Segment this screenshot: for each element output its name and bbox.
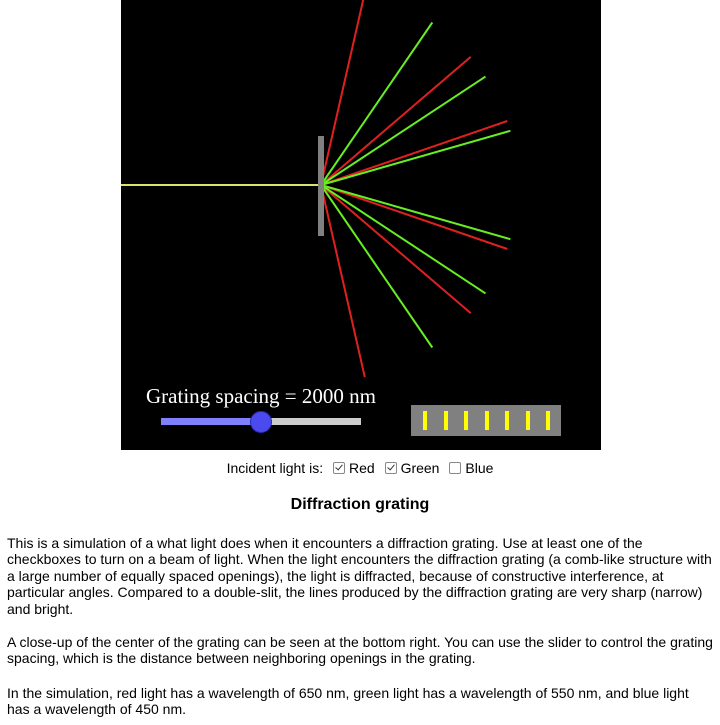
page-title: Diffraction grating <box>290 496 430 513</box>
slider-thumb[interactable] <box>250 411 272 433</box>
red-ray-order-plus3 <box>321 0 365 185</box>
closeup-slit <box>546 411 550 430</box>
red-ray-order-minus1 <box>321 185 507 249</box>
grating-bar <box>318 136 324 236</box>
closeup-slit <box>444 411 448 430</box>
closeup-slit <box>505 411 509 430</box>
closeup-slit <box>526 411 530 430</box>
description-paragraph-3: In the simulation, red light has a wavelength of 650 nm, green light has a wavelength of 550 nm, and blue light has a wavelength of 450 nm. <box>7 685 689 718</box>
simulation-canvas <box>121 0 601 450</box>
description-paragraph-2: A close-up of the center of the grating can be seen at the bottom right. You can use the slider to control the grating spacing, which is the distance between neighboring openings in the grating. <box>7 634 713 667</box>
spacing-unit: nm <box>349 384 376 408</box>
beam-diagram <box>121 0 601 450</box>
green-ray-order-minus2 <box>321 185 486 293</box>
red-ray-order-plus1 <box>321 121 507 185</box>
closeup-slit <box>464 411 468 430</box>
red-checkbox[interactable] <box>333 462 345 474</box>
incident-label: Incident light is: <box>226 460 324 476</box>
green-ray-order-plus2 <box>321 77 486 185</box>
spacing-value: 2000 <box>301 384 344 408</box>
closeup-slit <box>423 411 427 430</box>
red-option[interactable] <box>329 460 375 476</box>
blue-label[interactable]: Blue <box>465 460 494 476</box>
spacing-prefix: Grating spacing = <box>146 384 302 408</box>
closeup-slit <box>485 411 489 430</box>
grating-spacing-label <box>146 384 376 409</box>
blue-option[interactable] <box>445 460 493 476</box>
green-label[interactable]: Green <box>400 460 440 476</box>
green-option[interactable] <box>381 460 440 476</box>
red-label[interactable]: Red <box>348 460 375 476</box>
blue-checkbox[interactable] <box>449 462 461 474</box>
green-ray-order-plus1 <box>321 131 510 185</box>
description-paragraph-1: This is a simulation of a what light does when it encounters a diffraction grating. Use at least one of the checkboxes to turn on a beam of light. When the light encounters the diffraction grating (a comb-like structure with a large number of equally spaced openings), the light is diffracted, because of constructive interference, at particular angles. Compared to a double-slit, the lines produced by the diffraction grating are very sharp (narrow) and bright. <box>7 535 712 617</box>
green-ray-order-minus1 <box>321 185 510 239</box>
grating-spacing-slider[interactable] <box>161 411 361 433</box>
slider-fill <box>161 418 261 425</box>
green-checkbox[interactable] <box>385 462 397 474</box>
grating-closeup <box>411 405 561 436</box>
incident-light-controls <box>0 458 720 478</box>
red-ray-order-minus3 <box>321 185 365 377</box>
